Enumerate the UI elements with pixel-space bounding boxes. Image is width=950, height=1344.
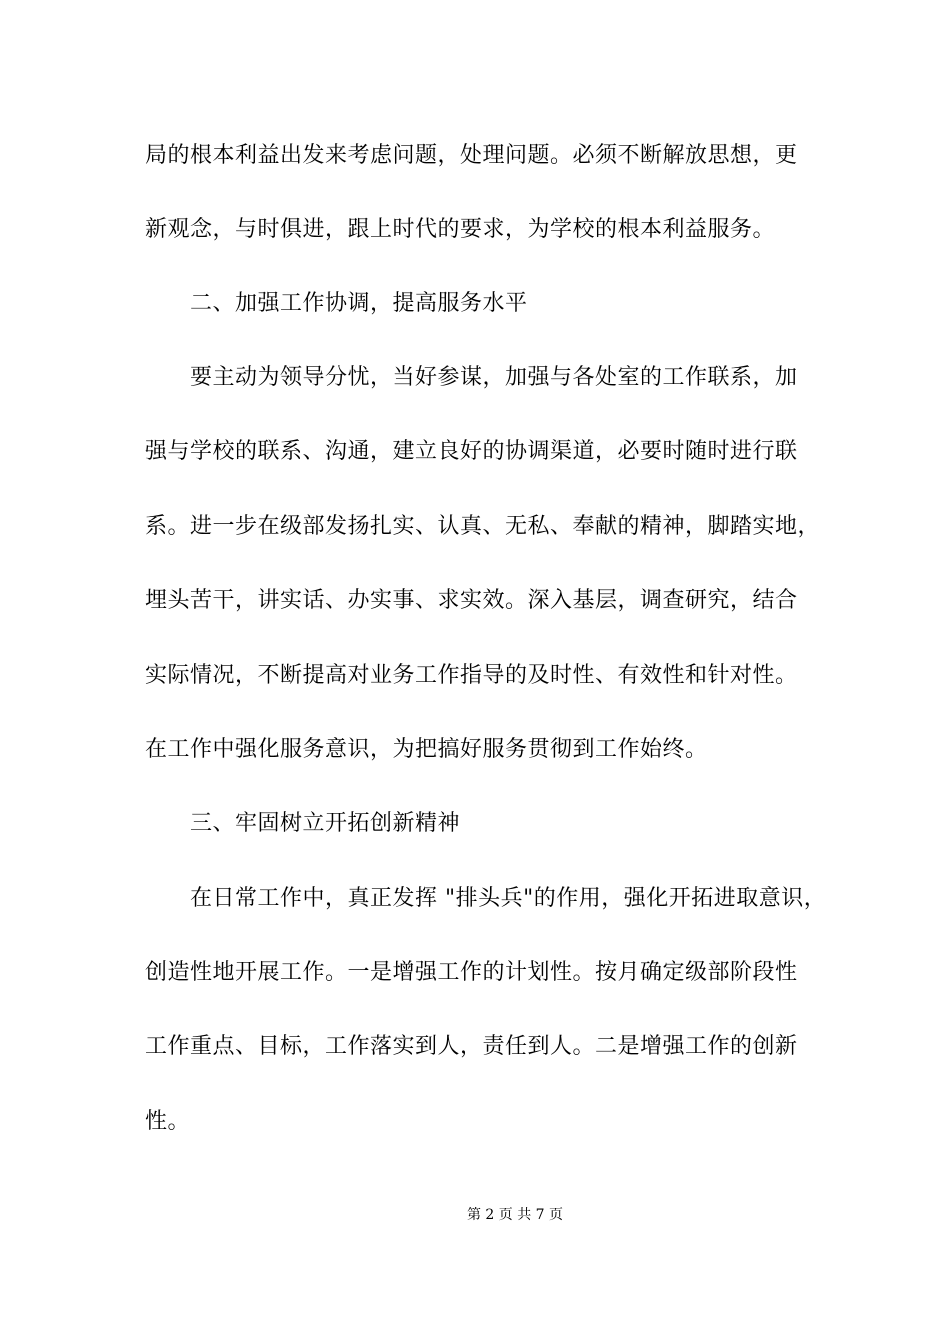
paragraph-line: 局的根本利益出发来考虑问题，处理问题。必须不断解放思想，更 — [145, 143, 798, 168]
section-heading: 三、牢固树立开拓创新精神 — [190, 811, 461, 836]
paragraph-line: 系。进一步在级部发扬扎实、认真、无私、奉献的精神，脚踏实地， — [145, 514, 821, 539]
section-heading: 二、加强工作协调，提高服务水平 — [190, 291, 528, 316]
paragraph-line: 埋头苦干，讲实话、办实事、求实效。深入基层，调查研究，结合 — [145, 588, 798, 613]
paragraph-line: 性。 — [145, 1109, 191, 1134]
page-number-footer: 第 2 页 共 7 页 — [466, 1207, 564, 1223]
paragraph-line: 实际情况，不断提高对业务工作指导的及时性、有效性和针对性。 — [145, 663, 798, 688]
paragraph-line: 要主动为领导分忧，当好参谋，加强与各处室的工作联系，加 — [190, 365, 798, 390]
paragraph-line: 在日常工作中，真正发挥 "排头兵"的作用，强化开拓进取意识， — [190, 886, 827, 911]
paragraph-line: 强与学校的联系、沟通，建立良好的协调渠道，必要时随时进行联 — [145, 439, 798, 464]
paragraph-line: 工作重点、目标，工作落实到人，责任到人。二是增强工作的创新 — [145, 1034, 798, 1059]
paragraph-line: 创造性地开展工作。一是增强工作的计划性。按月确定级部阶段性 — [145, 960, 798, 985]
paragraph-line: 在工作中强化服务意识，为把搞好服务贯彻到工作始终。 — [145, 737, 708, 762]
paragraph-line: 新观念，与时俱进，跟上时代的要求，为学校的根本利益服务。 — [145, 217, 776, 242]
